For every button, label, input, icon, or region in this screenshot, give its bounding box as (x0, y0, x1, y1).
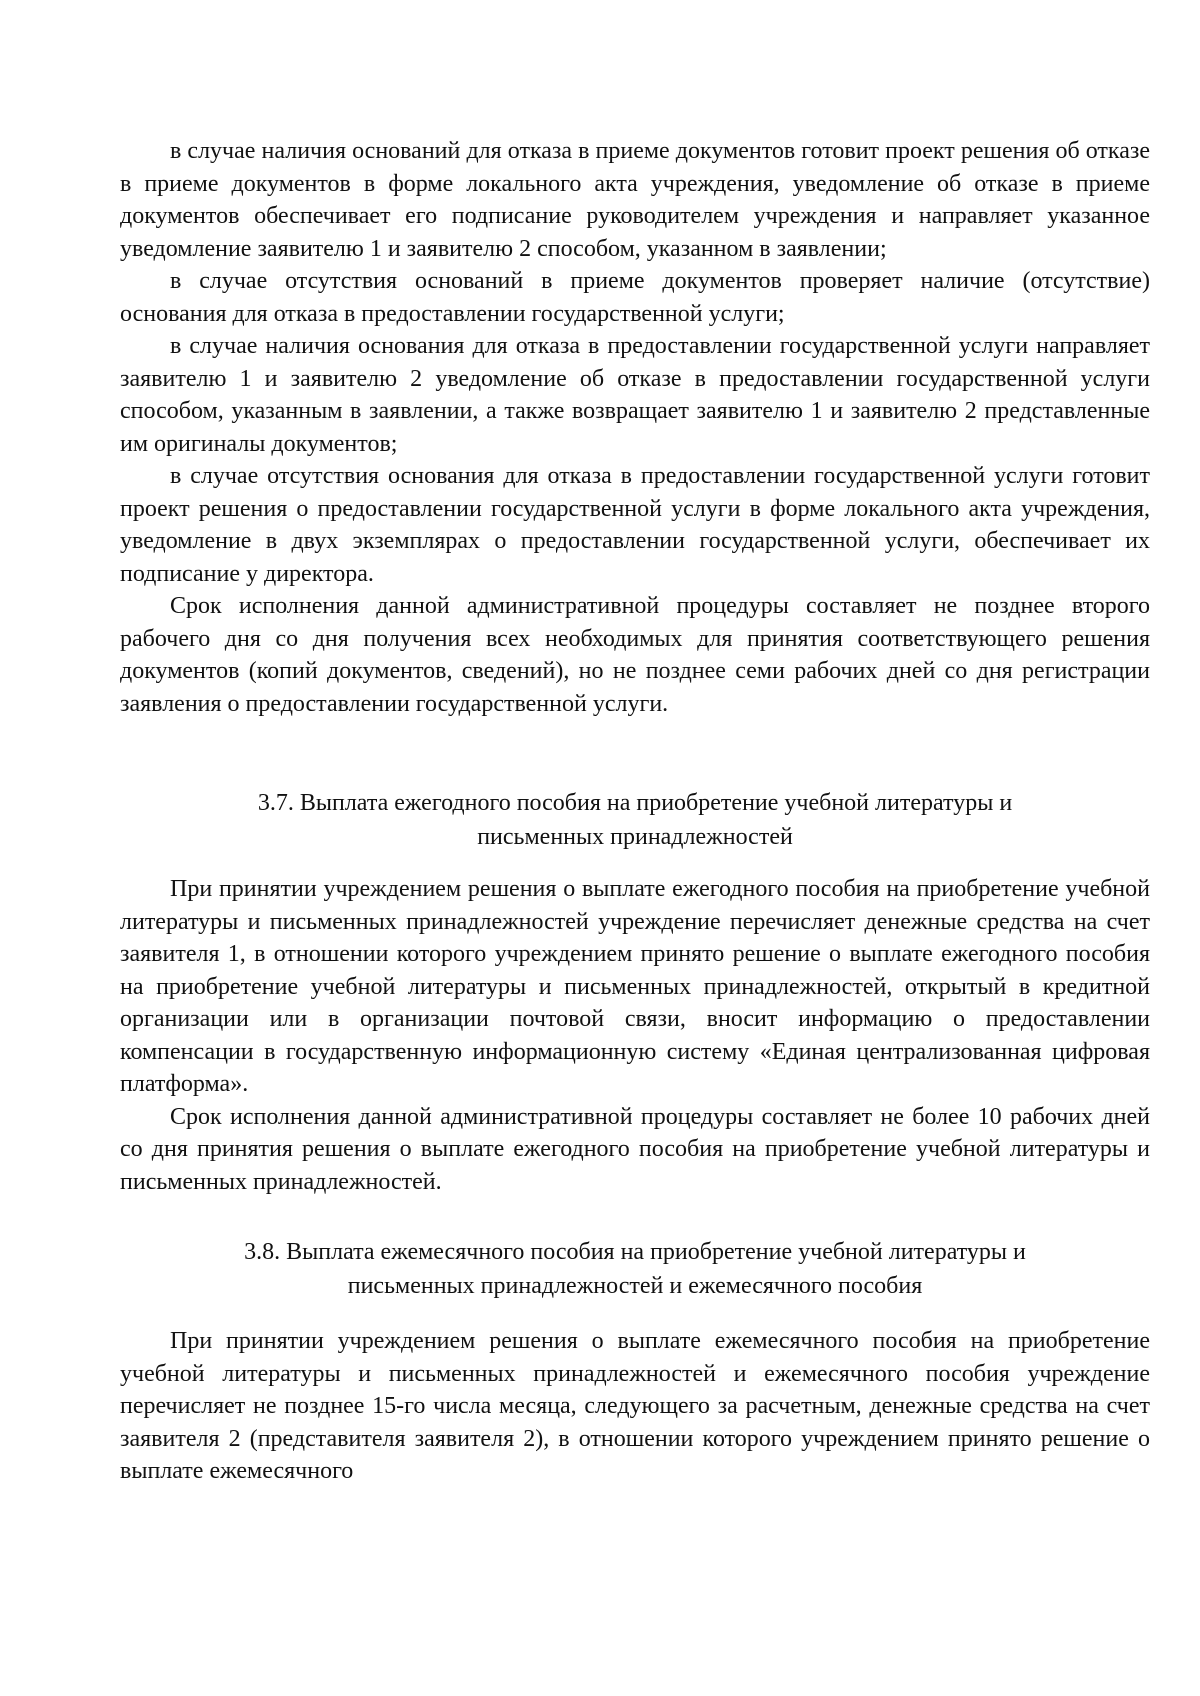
paragraph: При принятии учреждением решения о выплате ежегодного пособия на приобретение учебной литературы и письменных принадлежностей учреждение перечисляет денежные средства на счет заявителя 1, в отношении которого учреждением принято решение о выплате ежегодного пособия на приобретение учебной литературы и письменных принадлежностей, открытый в кредитной организации или в организации почтовой связи, вносит информацию о предоставлении компенсации в государственную информационную систему «Единая централизованная цифровая платформа». (120, 876, 1150, 1097)
procedure-text-block (120, 135, 1150, 720)
paragraph: в случае отсутствия основания для отказа в предоставлении государственной услуги готовит проект решения о предоставлении государственной услуги в форме локального акта учреждения, уведомление в двух экземплярах о предоставлении государственной услуги, обеспечивает их подписание у директора. (120, 463, 1150, 587)
paragraph: в случае наличия основания для отказа в предоставлении государственной услуги направляет заявителю 1 и заявителю 2 уведомление об отказе в предоставлении государственной услуги способом, указанным в заявлении, а также возвращает заявителю 1 и заявителю 2 представленные им оригиналы документов; (120, 333, 1150, 457)
paragraph: Срок исполнения данной административной процедуры составляет не позднее второго рабочего дня со дня получения всех необходимых для принятия соответствующего решения документов (копий документов, сведений), но не позднее семи рабочих дней со дня регистрации заявления о предоставлении государственной услуги. (120, 593, 1150, 717)
heading-line: 3.8. Выплата ежемесячного пособия на приобретение учебной литературы и (244, 1239, 1026, 1265)
section-heading-3-8 (120, 1235, 1150, 1303)
section-3-7-body (120, 873, 1150, 1198)
heading-line: письменных принадлежностей (477, 824, 793, 850)
section-3-8-body (120, 1325, 1150, 1488)
heading-line: письменных принадлежностей и ежемесячного пособия (347, 1273, 923, 1299)
paragraph: в случае наличия оснований для отказа в приеме документов готовит проект решения об отказе в приеме документов в форме локального акта учреждения, уведомление об отказе в приеме документов обеспечивает его подписание руководителем учреждения и направляет указанное уведомление заявителю 1 и заявителю 2 способом, указанном в заявлении; (120, 138, 1150, 262)
paragraph: в случае отсутствия оснований в приеме документов проверяет наличие (отсутствие) основания для отказа в предоставлении государственной услуги; (120, 268, 1150, 327)
section-heading-3-7 (120, 786, 1150, 854)
paragraph: Срок исполнения данной административной процедуры составляет не более 10 рабочих дней со дня принятия решения о выплате ежегодного пособия на приобретение учебной литературы и письменных принадлежностей. (120, 1103, 1150, 1195)
heading-line: 3.7. Выплата ежегодного пособия на приобретение учебной литературы и (257, 790, 1013, 816)
paragraph: При принятии учреждением решения о выплате ежемесячного пособия на приобретение учебной литературы и письменных принадлежностей и ежемесячного пособия учреждение перечисляет не позднее 15-го числа месяца, следующего за расчетным, денежные средства на счет заявителя 2 (представителя заявителя 2), в отношении которого учреждением принято решение о выплате ежемесячного (120, 1328, 1150, 1484)
